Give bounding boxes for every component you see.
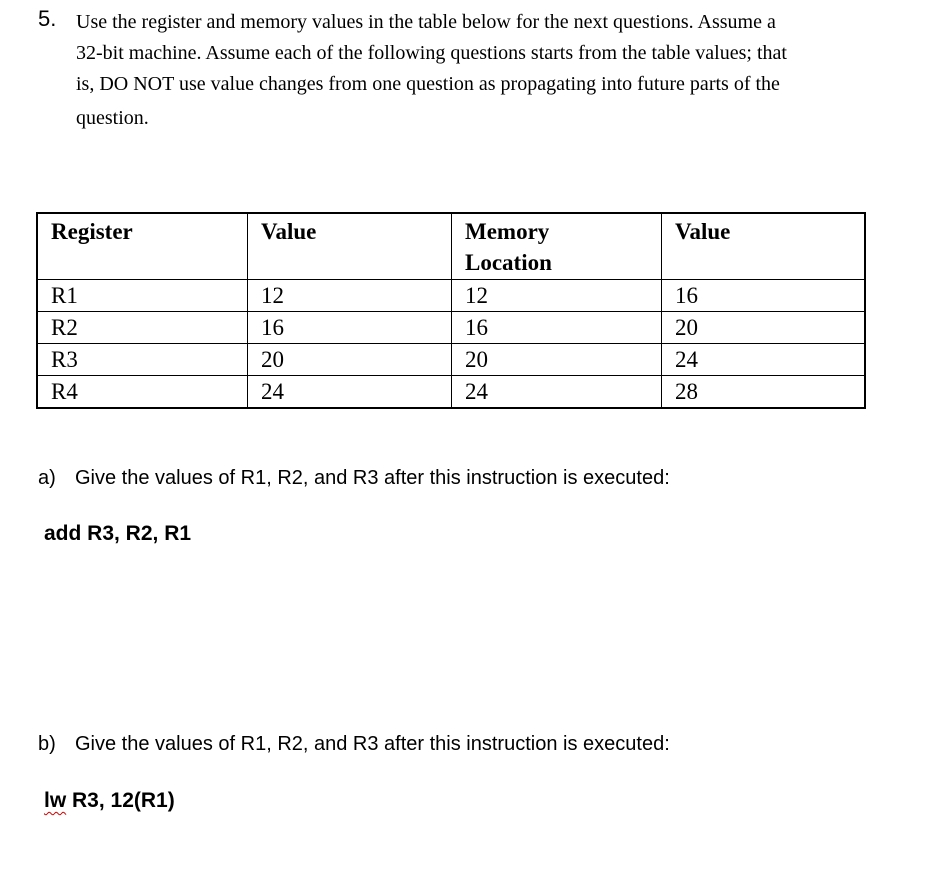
memory-location-cell: 16 xyxy=(452,312,662,344)
memory-value-cell: 24 xyxy=(662,344,866,376)
part-b-question xyxy=(38,733,670,756)
register-value-cell: 24 xyxy=(248,376,452,409)
register-cell: R4 xyxy=(37,376,248,409)
header-memory-location xyxy=(452,213,662,280)
part-a-label: a) xyxy=(38,467,56,489)
question-number: 5. xyxy=(38,6,57,31)
header-register: Register xyxy=(37,213,248,280)
part-a-text: Give the values of R1, R2, and R3 after this instruction is executed: xyxy=(75,467,670,489)
part-b-instruction xyxy=(44,789,175,813)
intro-line-4: question. xyxy=(76,107,149,129)
register-cell: R2 xyxy=(37,312,248,344)
table-header-row xyxy=(37,213,865,280)
part-b-label: b) xyxy=(38,733,56,755)
register-memory-table xyxy=(36,212,866,409)
table-row xyxy=(37,280,865,312)
part-b-operands: R3, 12(R1) xyxy=(66,789,175,812)
header-memory-line1: Memory xyxy=(465,219,550,244)
header-memory-line2: Location xyxy=(465,250,552,275)
memory-location-cell: 24 xyxy=(452,376,662,409)
table-row xyxy=(37,376,865,409)
table-row xyxy=(37,312,865,344)
intro-line-2: 32-bit machine. Assume each of the following questions starts from the table values; that xyxy=(76,42,787,64)
intro-line-3: is, DO NOT use value changes from one question as propagating into future parts of the xyxy=(76,73,780,95)
question-intro xyxy=(76,7,896,134)
table-row xyxy=(37,344,865,376)
part-b-opcode-spellcheck: lw xyxy=(44,789,67,812)
register-cell: R3 xyxy=(37,344,248,376)
header-register-value: Value xyxy=(248,213,452,280)
memory-value-cell: 28 xyxy=(662,376,866,409)
register-cell: R1 xyxy=(37,280,248,312)
intro-line-1: Use the register and memory values in the table below for the next questions. Assume a xyxy=(76,11,776,33)
header-memory-value: Value xyxy=(662,213,866,280)
part-b-text: Give the values of R1, R2, and R3 after this instruction is executed: xyxy=(75,733,670,755)
register-value-cell: 20 xyxy=(248,344,452,376)
memory-value-cell: 16 xyxy=(662,280,866,312)
memory-location-cell: 20 xyxy=(452,344,662,376)
register-value-cell: 12 xyxy=(248,280,452,312)
memory-value-cell: 20 xyxy=(662,312,866,344)
memory-location-cell: 12 xyxy=(452,280,662,312)
part-a-question xyxy=(38,467,670,490)
part-a-instruction: add R3, R2, R1 xyxy=(44,522,192,545)
register-value-cell: 16 xyxy=(248,312,452,344)
